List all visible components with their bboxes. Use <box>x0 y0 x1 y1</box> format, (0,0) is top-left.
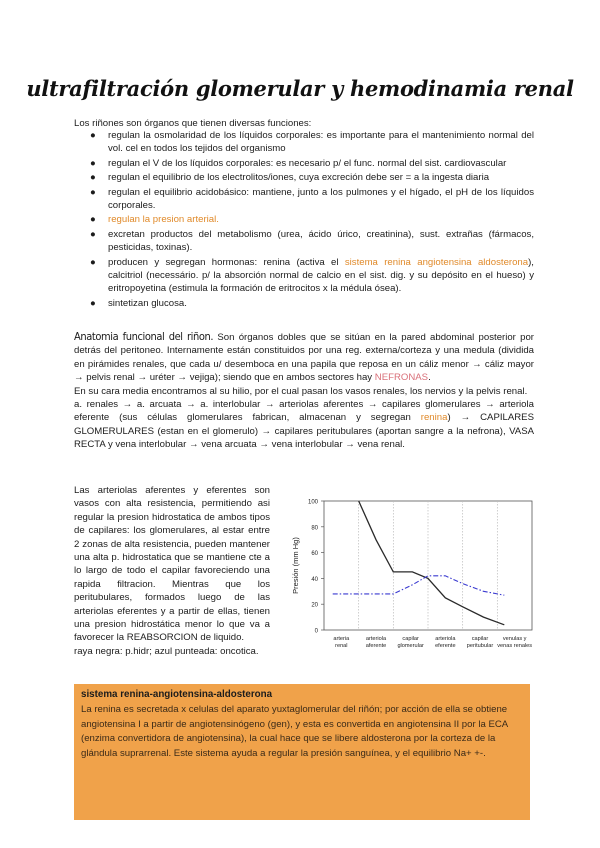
y-tick-label: 20 <box>311 602 318 609</box>
functions-list <box>74 129 534 311</box>
x-tick-label: glomerular <box>397 643 424 649</box>
renin-box-body: La renina es secretada x celulas del aparato yuxtaglomerular del riñón; por acción de ella se obtiene angiotensina I a partir de angiotensinógeno (gen), y esta es convertida en angiotensina II por la ECA (enzima convertidora de angiotensina), la cual hace que se libere aldosterona por la corteza de la glándula suprarrenal. Este sistema ayuda a regular la presión sanguínea, y el equilibrio Na+ +-. <box>81 704 508 759</box>
x-tick-label: venulas y <box>502 636 527 642</box>
bullet-icon: ● <box>90 214 96 226</box>
renina-text: renina <box>420 412 448 424</box>
arterioles-paragraph: Las arteriolas aferentes y eferentes son vasos con alta resistencia, permitiendo asi regular la presion hidrostatica de ambos tipos de capilares: los glomerulares, al estar entre 2 zonas de alta resistencia, pueden mantener una alta p. hidrostatica que se mantiene cte a lo largo de todo el capilar favoreciendo una rapida filtracion. Mientras que los peritubulares, formados luego de las arteriolas eferentes y a partir de ellas, tienen una presion hidrostática menor lo que va a favorecer la REABSORCION de liquido. raya negra: p.hidr; azul punteada: oncotica. <box>74 485 270 657</box>
bullet-icon: ● <box>90 130 96 141</box>
list-item: ● regulan la osmolaridad de los líquidos corporales: es importante para el mantenimiento normal del vol. cel en todos los tejidos del organismo <box>90 130 534 155</box>
x-tick-label: capilar <box>471 636 489 642</box>
list-item: ● regulan el equilibrio de los electrolitos/iones, cuya excreción debe ser = a la ingesta diaria <box>90 172 490 184</box>
x-tick-label: capilar <box>402 636 419 642</box>
anatomy-paragraph-3: a. renales → a. arcuata → a. interlobular → arteriolas aferentes → capilares glomerulares → arteriola eferente (sus células glomerulares fabrican, almacenan y segregan renina) → CAPILARES GLOMERULARES (estan en el glomerulo) → capilares peritubulares (aportan sangre a la nefrona), VASA RECTA y vena interlobular → vena arcuata → vena interlobular → vena renal. <box>74 399 534 451</box>
x-tick-label: eferente <box>435 643 456 649</box>
chart-legend-note: raya negra: p.hidr; azul punteada: oncotica. <box>74 645 259 657</box>
x-tick-label: aferente <box>365 643 387 649</box>
page-title: ultrafiltración glomerular y hemodinamia renal <box>26 76 574 101</box>
bullet-icon: ● <box>90 228 96 240</box>
list-item: ● producen y segregan hormonas: renina (activa el sistema renina angiotensina aldosterona), calcitriol (necessário. p/ la absorción normal de calcio en el sist. dig. y su depósito en el hueso) y eritropoyetina (estimula la formación de eritrocitos x la médula ósea). <box>90 256 534 295</box>
list-item: ● regulan la presion arterial. <box>90 214 219 226</box>
x-tick-label: venas renales <box>497 643 533 649</box>
list-item: ● regulan el equilibrio acidobásico: mantiene, junto a los pulmones y el hígado, el pH de los líquidos corporales. <box>90 186 534 212</box>
hydrostatic-pressure-line <box>359 501 505 625</box>
anatomy-section <box>74 330 534 452</box>
y-tick-label: 40 <box>311 576 318 583</box>
bullet-icon: ● <box>90 256 96 268</box>
x-tick-label: arteriola <box>435 636 456 642</box>
list-item: ● excretan productos del metabolismo (urea, ácido úrico, creatinina), sust. extrañas (fármacos, pesticidas, toxinas). <box>90 228 534 254</box>
x-tick-label: arteria <box>333 636 350 642</box>
anatomy-heading: Anatomia funcional del riñon. <box>74 330 214 343</box>
list-item: ● regulan el V de los líquidos corporales: es necesario p/ el func. normal del sist. cardiovascular <box>90 157 507 169</box>
bullet-icon: ● <box>90 186 96 198</box>
y-tick-label: 0 <box>314 628 318 635</box>
y-tick-label: 100 <box>307 499 318 506</box>
y-tick-label: 60 <box>311 551 318 558</box>
anatomy-paragraph-1: Anatomia funcional del riñon. Son órganos dobles que se sitúan en la pared abdominal posterior por detrás del peritoneo. Internamente están constituidos por una reg. externa/corteza y una medula (dividida en pirámides renales, que cada u/ desemboca en una papila que reposa en un cáliz menor → cáliz mayor → pelvis renal → uréter → vejiga); siendo que en ambos sectores hay NEFRONAS. <box>74 330 534 384</box>
anatomy-paragraph-2: En su cara media encontramos al su hilio, por el cual pasan los vasos renales, los nervios y la pelvis renal. <box>74 385 528 397</box>
nefronas-text: NEFRONAS <box>374 372 429 384</box>
x-tick-label: arteriola <box>365 636 387 642</box>
x-tick-label: renal <box>335 643 348 649</box>
pressure-chart-svg <box>276 493 538 661</box>
x-tick-label: peritubular <box>466 643 494 649</box>
y-tick-label: 80 <box>311 525 318 532</box>
pressure-chart <box>276 493 538 661</box>
raas-link-text: sistema renina angiotensina aldosterona <box>344 256 529 268</box>
intro-text: Los riñones son órganos que tienen diversas funciones: <box>74 118 312 129</box>
list-item: ● sintetizan glucosa. <box>90 297 187 309</box>
bullet-icon: ● <box>90 172 96 184</box>
bullet-icon: ● <box>90 297 96 309</box>
y-axis-label: Presión (mm Hg) <box>291 537 300 594</box>
renin-angiotensin-box <box>74 684 530 820</box>
bullet-icon: ● <box>90 157 96 169</box>
renin-box-title: sistema renina-angiotensina-aldosterona <box>81 689 273 700</box>
